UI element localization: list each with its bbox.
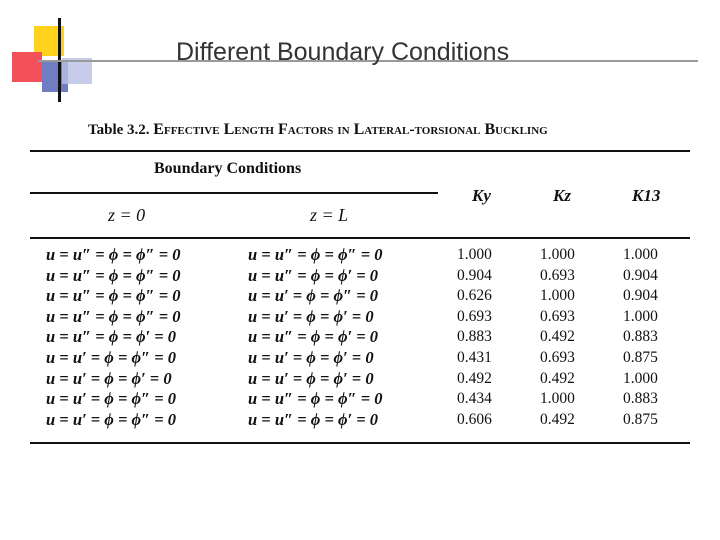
cell-k13: 0.875 (623, 410, 658, 428)
cell-ky: 0.431 (457, 348, 492, 366)
cell-zl: u = u″ = ϕ = ϕ″ = 0 (248, 389, 383, 409)
table-row (0, 327, 720, 348)
cell-kz: 0.492 (540, 369, 575, 387)
column-header-zl: z = L (310, 205, 349, 225)
column-header-k13: K13 (632, 186, 661, 205)
table-row (0, 348, 720, 369)
cell-zl: u = u″ = ϕ = ϕ′ = 0 (248, 327, 379, 347)
cell-ky: 0.606 (457, 410, 492, 428)
table-row (0, 245, 720, 266)
table-bottom-rule (30, 442, 690, 444)
table-row (0, 266, 720, 287)
table-caption-text: Effective Length Factors in Lateral-torsional Buckling (153, 121, 548, 138)
cell-kz: 0.492 (540, 328, 575, 346)
table-caption (88, 121, 548, 139)
table-top-rule (30, 150, 690, 152)
cell-k13: 0.875 (623, 348, 658, 366)
cell-k13: 0.883 (623, 390, 658, 408)
cell-kz: 1.000 (540, 246, 575, 263)
cell-k13: 0.904 (623, 287, 658, 305)
table-caption-number: Table 3.2. (88, 122, 150, 138)
cell-k13: 0.904 (623, 266, 658, 284)
cell-kz: 0.693 (540, 266, 575, 284)
table-row (0, 369, 720, 390)
group-header-rule (30, 192, 438, 194)
cell-ky: 0.626 (457, 287, 492, 305)
cell-ky: 1.000 (457, 246, 492, 263)
cell-z0: u = u″ = ϕ = ϕ″ = 0 (46, 286, 181, 306)
cell-z0: u = u′ = ϕ = ϕ″ = 0 (46, 347, 177, 367)
cell-kz: 0.693 (540, 307, 575, 325)
table-row (0, 410, 720, 431)
boundary-conditions-header: Boundary Conditions (154, 160, 302, 177)
table-row (0, 286, 720, 307)
cell-zl: u = u′ = ϕ = ϕ′ = 0 (248, 306, 374, 326)
cell-kz: 0.492 (540, 410, 575, 428)
cell-ky: 0.904 (457, 266, 492, 284)
cell-zl: u = u′ = ϕ = ϕ″ = 0 (248, 286, 379, 306)
cell-zl: u = u′ = ϕ = ϕ′ = 0 (248, 368, 374, 388)
cell-z0: u = u″ = ϕ = ϕ″ = 0 (46, 265, 181, 285)
column-header-ky: Ky (472, 186, 491, 205)
header-bottom-rule (30, 237, 690, 239)
cell-ky: 0.492 (457, 369, 492, 387)
cell-ky: 0.434 (457, 390, 492, 408)
cell-kz: 1.000 (540, 287, 575, 305)
slide-logo (0, 0, 110, 110)
cell-zl: u = u″ = ϕ = ϕ″ = 0 (248, 245, 383, 264)
cell-z0: u = u″ = ϕ = ϕ″ = 0 (46, 306, 181, 326)
column-header-z0: z = 0 (108, 205, 146, 225)
cell-z0: u = u″ = ϕ = ϕ′ = 0 (46, 327, 177, 347)
cell-kz: 0.693 (540, 348, 575, 366)
table-row (0, 389, 720, 410)
cell-k13: 0.883 (623, 328, 658, 346)
table-row (0, 307, 720, 328)
cell-z0: u = u′ = ϕ = ϕ″ = 0 (46, 409, 177, 429)
cell-kz: 1.000 (540, 390, 575, 408)
cell-k13: 1.000 (623, 307, 658, 325)
cell-z0: u = u′ = ϕ = ϕ′ = 0 (46, 368, 172, 388)
logo-square-red (12, 52, 42, 82)
table-body (0, 245, 720, 430)
cell-ky: 0.883 (457, 328, 492, 346)
cell-ky: 0.693 (457, 307, 492, 325)
cell-k13: 1.000 (623, 246, 658, 263)
cell-zl: u = u′ = ϕ = ϕ′ = 0 (248, 347, 374, 367)
cell-z0: u = u″ = ϕ = ϕ″ = 0 (46, 245, 181, 264)
cell-zl: u = u″ = ϕ = ϕ′ = 0 (248, 265, 379, 285)
cell-z0: u = u′ = ϕ = ϕ″ = 0 (46, 389, 177, 409)
cell-zl: u = u″ = ϕ = ϕ′ = 0 (248, 409, 379, 429)
column-header-kz: Kz (553, 186, 571, 205)
slide-title: Different Boundary Conditions (176, 38, 510, 66)
cell-k13: 1.000 (623, 369, 658, 387)
